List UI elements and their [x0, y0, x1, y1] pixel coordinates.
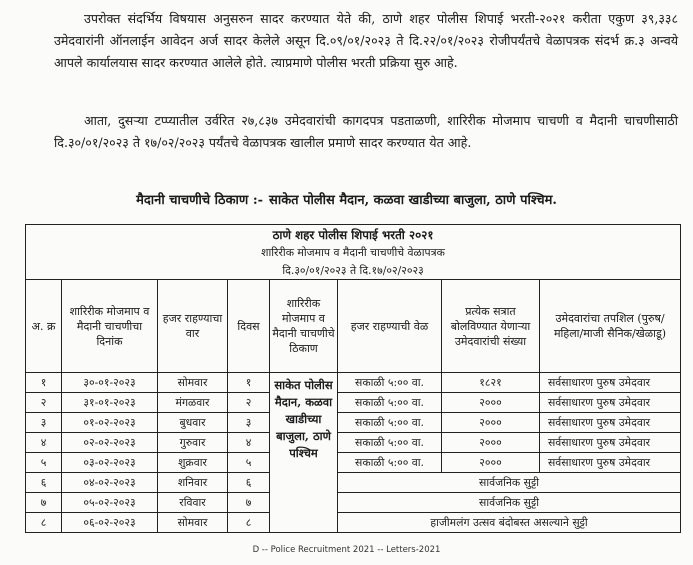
- cell-day: ८: [228, 513, 270, 533]
- cell-time: सकाळी ५:०० वा.: [338, 453, 442, 473]
- cell-count: २०००: [442, 453, 540, 473]
- cell-count: २०००: [442, 393, 540, 413]
- cell-time: सकाळी ५:०० वा.: [338, 433, 442, 453]
- cell-weekday: गुरुवार: [158, 433, 228, 453]
- cell-weekday: शनिवार: [158, 473, 228, 493]
- cell-detail: सर्वसाधारण पुरुष उमेदवार: [540, 373, 681, 393]
- table-row: [26, 453, 681, 473]
- page-footer: D -- Police Recruitment 2021 -- Letters-2021: [252, 545, 441, 555]
- cell-weekday: रविवार: [158, 493, 228, 513]
- header-weekday: हजर राहण्याचा वार: [158, 280, 228, 373]
- cell-count: १८२१: [442, 373, 540, 393]
- header-sr: अ. क्र: [26, 280, 62, 373]
- cell-sr: ५: [26, 453, 62, 473]
- cell-weekday: सोमवार: [158, 513, 228, 533]
- table-title: ठाणे शहर पोलीस शिपाई भरती २०२१: [26, 225, 681, 245]
- cell-holiday-note: सार्वजनिक सुट्टी: [338, 493, 681, 513]
- cell-date: ०३-०२-२०२३: [62, 453, 158, 473]
- cell-time: सकाळी ५:०० वा.: [338, 413, 442, 433]
- cell-detail: सर्वसाधारण पुरुष उमेदवार: [540, 393, 681, 413]
- cell-day: १: [228, 373, 270, 393]
- table-row: [26, 433, 681, 453]
- cell-sr: ४: [26, 433, 62, 453]
- header-venue: शारिरीक मोजमाप व मैदानी चाचणीचे ठिकाण: [270, 280, 338, 373]
- schedule-table: [25, 224, 681, 533]
- cell-date: ०४-०२-२०२३: [62, 473, 158, 493]
- table-row: [26, 473, 681, 493]
- cell-time: सकाळी ५:०० वा.: [338, 373, 442, 393]
- cell-detail: सर्वसाधारण पुरुष उमेदवार: [540, 453, 681, 473]
- schedule-paragraph: आता, दुसऱ्या टप्प्यातील उर्वरित २७,८३७ उमेदवारांची कागदपत्र पडताळणी, शारिरीक मोजमाप चाचणी व मैदानी चाचणीसाठी दि.३०/०१/२०२३ ते १७/०२/२०२३ पर्यंतचे वेळापत्रक खालील प्रमाणे सादर करण्यात येत आहे.: [54, 113, 678, 150]
- schedule-table-wrapper: [25, 224, 680, 533]
- header-count: प्रत्येक सत्रात बोलविण्यात येणाऱ्या उमेदवारांची संख्या: [442, 280, 540, 373]
- cell-weekday: बुधवार: [158, 413, 228, 433]
- cell-count: २०००: [442, 413, 540, 433]
- header-time: हजर राहण्याची वेळ: [338, 280, 442, 373]
- header-date: शारिरीक मोजमाप व मैदानी चाचणीचा दिनांक: [62, 280, 158, 373]
- cell-date: ३१-०१-२०२३: [62, 393, 158, 413]
- cell-sr: ३: [26, 413, 62, 433]
- cell-date: ०६-०२-२०२३: [62, 513, 158, 533]
- cell-weekday: सोमवार: [158, 373, 228, 393]
- cell-weekday: शुक्रवार: [158, 453, 228, 473]
- venue-line: [0, 190, 693, 208]
- cell-day: ७: [228, 493, 270, 513]
- table-row: [26, 493, 681, 513]
- cell-time: सकाळी ५:०० वा.: [338, 393, 442, 413]
- cell-sr: २: [26, 393, 62, 413]
- table-row: [26, 373, 681, 393]
- table-date-range: दि.३०/०१/२०२३ ते दि.१७/०२/२०२३: [26, 261, 681, 280]
- cell-day: ३: [228, 413, 270, 433]
- cell-day: २: [228, 393, 270, 413]
- table-row: [26, 513, 681, 533]
- table-row: [26, 393, 681, 413]
- cell-date: ०५-०२-२०२३: [62, 493, 158, 513]
- cell-count: २०००: [442, 433, 540, 453]
- cell-weekday: मंगळवार: [158, 393, 228, 413]
- header-detail: उमेदवारांचा तपशिल (पुरुष/महिला/माजी सैनिक/खेळाडू): [540, 280, 681, 373]
- venue-value: साकेत पोलीस मैदान, कळवा खाडीच्या बाजुला, ठाणे पश्चिम.: [269, 193, 557, 208]
- cell-sr: १: [26, 373, 62, 393]
- header-day: दिवस: [228, 280, 270, 373]
- cell-holiday-note: सार्वजनिक सुट्टी: [338, 473, 681, 493]
- cell-day: ४: [228, 433, 270, 453]
- cell-sr: ६: [26, 473, 62, 493]
- venue-label: मैदानी चाचणीचे ठिकाण :-: [136, 193, 264, 208]
- cell-detail: सर्वसाधारण पुरुष उमेदवार: [540, 433, 681, 453]
- intro-paragraph: उपरोक्त संदर्भिय विषयास अनुसरुन सादर करण्यात येते की, ठाणे शहर पोलीस शिपाई भरती-२०२१ करीता एकुण ३९,३३८ उमेदवारांनी ऑनलाईन आवेदन अर्ज सादर केलेले असून दि.०९/०१/२०२३ ते दि.२२/०१/२०२३ रोजीपर्यंतचे वेळापत्रक संदर्भ क्र.३ अन्वये आपले कार्यालयास सादर करण्यात आलेले होते. त्याप्रमाणे पोलीस भरती प्रक्रिया सुरु आहे.: [54, 11, 678, 70]
- cell-sr: ८: [26, 513, 62, 533]
- cell-venue: साकेत पोलीस मैदान, कळवा खाडीच्या बाजुला, ठाणे पश्चिम: [270, 373, 338, 533]
- cell-date: ०१-०२-२०२३: [62, 413, 158, 433]
- cell-holiday-note: हाजीमलंग उत्सव बंदोबस्त असल्याने सुट्टी: [338, 513, 681, 533]
- cell-day: ६: [228, 473, 270, 493]
- cell-sr: ७: [26, 493, 62, 513]
- cell-date: ०२-०२-२०२३: [62, 433, 158, 453]
- table-row: [26, 413, 681, 433]
- cell-date: ३०-०१-२०२३: [62, 373, 158, 393]
- cell-detail: सर्वसाधारण पुरुष उमेदवार: [540, 413, 681, 433]
- cell-day: ५: [228, 453, 270, 473]
- table-subtitle: शारिरीक मोजमाप व मैदानी चाचणीचे वेळापत्रक: [26, 244, 681, 261]
